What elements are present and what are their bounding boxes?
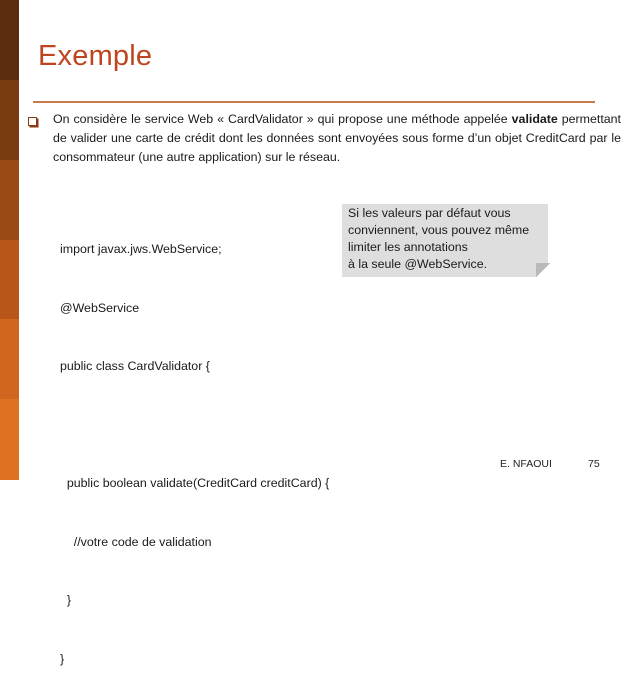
code-line: //votre code de validation <box>60 534 212 549</box>
footer-author: E. NFAOUI <box>500 458 552 470</box>
band-segment <box>0 80 19 161</box>
note-line: Si les valeurs par défaut vous <box>348 206 511 220</box>
code-line: public boolean validate(CreditCard creditCard) { <box>60 476 330 490</box>
band-segment <box>0 319 19 400</box>
code-line <box>60 416 329 436</box>
code-line: @WebService <box>60 300 140 315</box>
page-number: 75 <box>588 458 600 470</box>
left-decorative-band <box>0 0 19 479</box>
band-segment <box>0 0 19 81</box>
code-line: import javax.jws.WebService; <box>60 242 222 256</box>
code-line: public class CardValidator { <box>60 359 210 373</box>
note-line: à la seule @WebService. <box>348 257 488 271</box>
code-line: } <box>60 651 65 666</box>
title-underline <box>33 101 595 103</box>
bullet-text-after: permettant de valider une carte de crédit dont les données sont envoyées sous forme d’un objet CreditCard par le consommateur (une autre application) sur le réseau. <box>53 112 621 164</box>
code-block <box>60 201 329 689</box>
note-line: conviennent, vous pouvez même <box>348 223 530 237</box>
bullet-text-before: On considère le service Web « CardValidator » qui propose une méthode appelée <box>53 112 512 126</box>
slide-title: Exemple <box>38 40 153 72</box>
band-segment <box>0 399 19 480</box>
bullet-paragraph <box>53 110 621 167</box>
callout-note-text <box>348 205 548 273</box>
note-line: limiter les annotations <box>348 240 468 254</box>
bullet-text-bold: validate <box>511 112 558 126</box>
code-line: } <box>60 593 72 607</box>
square-bullet-icon <box>28 117 37 126</box>
band-segment <box>0 160 19 241</box>
band-segment <box>0 240 19 321</box>
